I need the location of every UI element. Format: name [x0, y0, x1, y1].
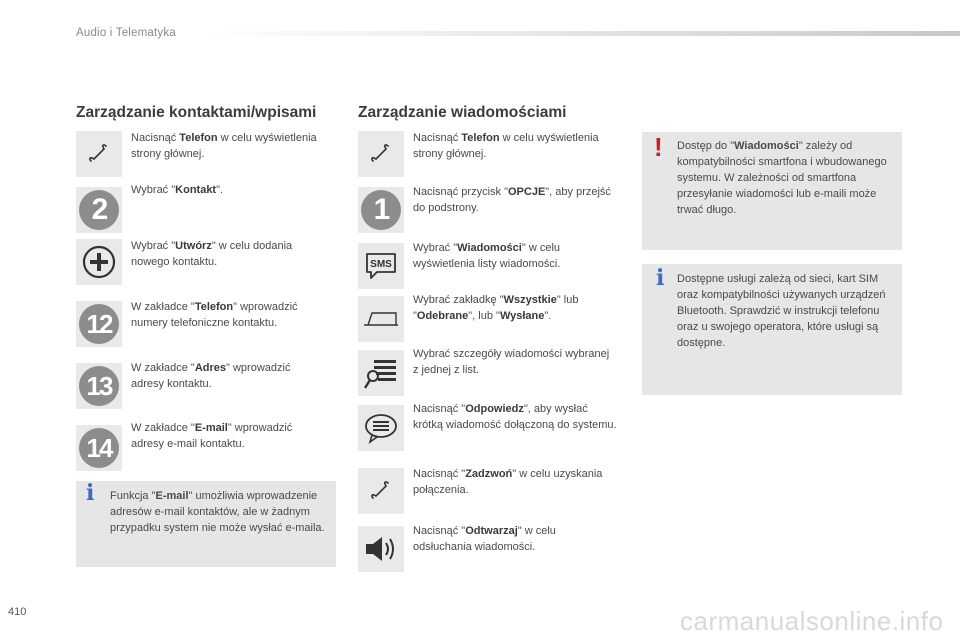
services-info-text: Dostępne usługi zależą od sieci, kart SIM oraz kompatybilności używanych urządzeń Bluetooth. Sprawdzić w instrukcji telefonu oraz u swojego operatora, które usługi są dostępne. — [677, 273, 886, 349]
contacts-step-1: Nacisnąć Telefon w celu wyświetlenia strony głównej. — [131, 132, 317, 160]
messages-step-5: Wybrać szczegóły wiadomości wybranej z jednej z list. — [413, 348, 610, 376]
info-icon: i — [86, 480, 95, 506]
messages-step-6: Nacisnąć "Odpowiedz", aby wysłać krótką wiadomość dołączoną do systemu. — [413, 403, 617, 431]
number-14-icon: 14 — [76, 425, 122, 471]
phone-handset-icon — [358, 131, 404, 177]
contacts-step-6: W zakładce "E-mail" wprowadzić adresy e-mail kontaktu. — [131, 422, 293, 450]
services-info-note — [642, 264, 902, 395]
messages-section-title: Zarządzanie wiadomościami — [358, 104, 567, 121]
plus-circle-icon — [76, 239, 122, 285]
header-divider — [200, 31, 960, 36]
svg-text:SMS: SMS — [370, 259, 392, 270]
sms-icon — [358, 243, 404, 289]
phone-handset-icon — [358, 468, 404, 514]
message-details-icon — [358, 350, 404, 396]
reply-message-icon — [358, 405, 404, 451]
messages-step-3: Wybrać "Wiadomości" w celu wyświetlenia listy wiadomości. — [413, 242, 561, 270]
email-info-text: Funkcja "E-mail" umożliwia wprowadzenie adresów e-mail kontaktów, ale w żadnym przypadku system nie może wysłać e-maila. — [110, 490, 325, 534]
email-info-note — [76, 481, 336, 567]
number-13-icon: 13 — [76, 363, 122, 409]
messages-step-2: Nacisnąć przycisk "OPCJE", aby przejść do podstrony. — [413, 186, 611, 214]
contacts-step-4: W zakładce "Telefon" wprowadzić numery telefoniczne kontaktu. — [131, 301, 298, 329]
messages-step-4: Wybrać zakładkę "Wszystkie" lub "Odebrane", lub "Wysłane". — [413, 294, 579, 322]
page-header-title: Audio i Telematyka — [76, 27, 176, 39]
number-2-icon: 2 — [76, 187, 122, 233]
number-12-icon: 12 — [76, 301, 122, 347]
messages-step-1: Nacisnąć Telefon w celu wyświetlenia strony głównej. — [413, 132, 599, 160]
messages-step-7: Nacisnąć "Zadzwoń" w celu uzyskania połączenia. — [413, 468, 603, 496]
warning-exclamation-icon: ! — [654, 132, 663, 162]
speaker-icon — [358, 526, 404, 572]
compatibility-warning-text: Dostęp do "Wiadomości" zależy od kompatybilności smartfona i wbudowanego systemu. W zależności od smartfona przesyłanie wiadomości lub e-maili może trwać długo. — [677, 140, 887, 216]
compatibility-warning-note — [642, 132, 902, 250]
contacts-section-title: Zarządzanie kontaktami/wpisami — [76, 104, 317, 121]
tab-icon — [358, 296, 404, 342]
info-icon: i — [656, 265, 665, 291]
page-number: 410 — [8, 606, 27, 618]
number-1-icon: 1 — [358, 187, 404, 233]
contacts-step-5: W zakładce "Adres" wprowadzić adresy kontaktu. — [131, 362, 291, 390]
phone-handset-icon — [76, 131, 122, 177]
messages-step-8: Nacisnąć "Odtwarzaj" w celu odsłuchania wiadomości. — [413, 525, 556, 553]
contacts-step-2: Wybrać "Kontakt". — [131, 184, 224, 196]
contacts-step-3: Wybrać "Utwórz" w celu dodania nowego kontaktu. — [131, 240, 293, 268]
watermark: carmanualsonline.info — [680, 606, 944, 636]
